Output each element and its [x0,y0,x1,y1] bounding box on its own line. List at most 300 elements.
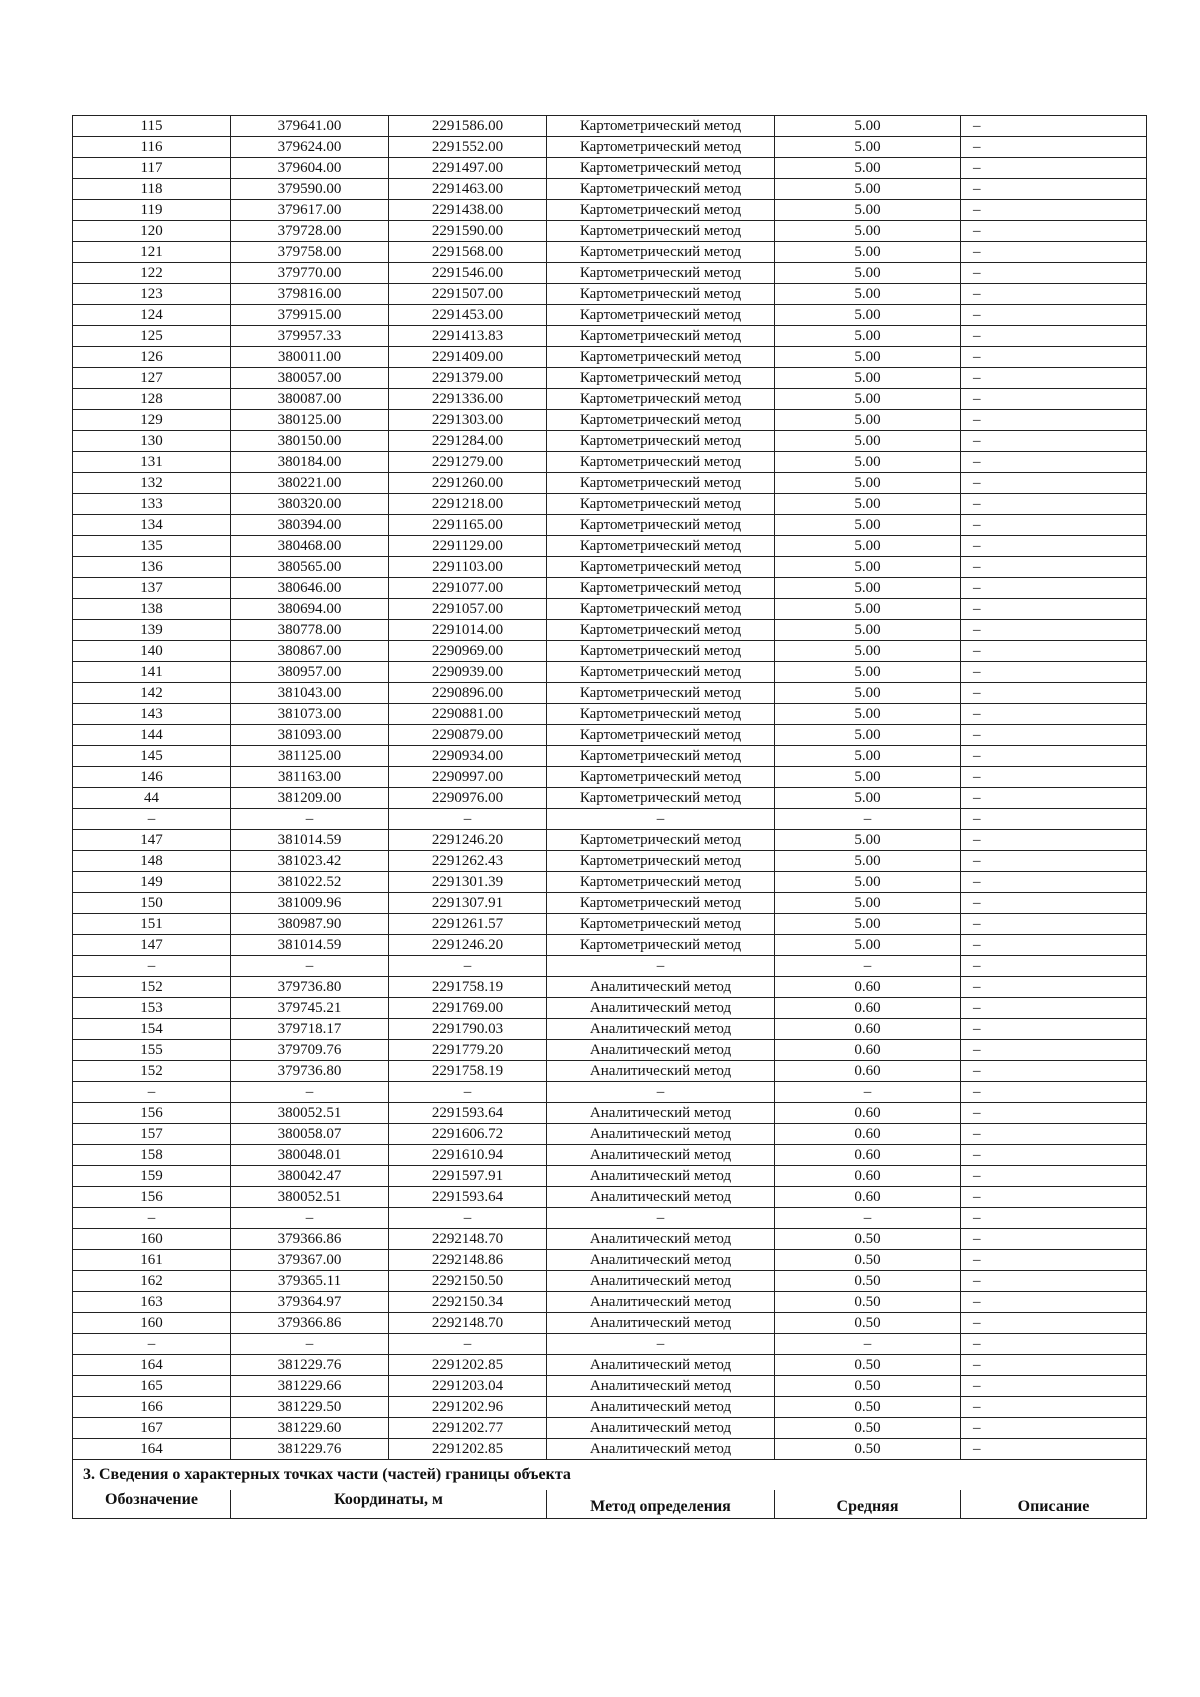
x-coordinate-cell: – [231,956,389,977]
accuracy-cell: 5.00 [775,620,961,641]
y-coordinate-cell: 2290997.00 [389,767,547,788]
x-coordinate-cell: 380150.00 [231,431,389,452]
accuracy-cell: 0.50 [775,1439,961,1460]
accuracy-cell: 0.60 [775,1040,961,1061]
x-coordinate-cell: 381229.60 [231,1418,389,1439]
table-row [73,179,1147,200]
y-coordinate-cell: 2290969.00 [389,641,547,662]
table-row [73,1271,1147,1292]
accuracy-cell: 5.00 [775,494,961,515]
accuracy-cell: 5.00 [775,725,961,746]
accuracy-cell: 0.50 [775,1376,961,1397]
x-coordinate-cell: 381014.59 [231,935,389,956]
y-coordinate-cell: 2291463.00 [389,179,547,200]
y-coordinate-cell: 2291202.77 [389,1418,547,1439]
x-coordinate-cell: 379366.86 [231,1229,389,1250]
point-number-cell: 147 [73,830,231,851]
description-cell: – [961,725,1147,746]
point-number-cell: 164 [73,1355,231,1376]
y-coordinate-cell: – [389,956,547,977]
table-row [73,893,1147,914]
table-row [73,1397,1147,1418]
accuracy-cell: 5.00 [775,893,961,914]
accuracy-cell: 5.00 [775,788,961,809]
description-cell: – [961,956,1147,977]
description-cell: – [961,158,1147,179]
document-page [72,115,1146,1519]
method-cell: Картометрический метод [547,137,775,158]
table-row [73,347,1147,368]
accuracy-cell: 5.00 [775,473,961,494]
point-number-cell: 162 [73,1271,231,1292]
x-coordinate-cell: 379718.17 [231,1019,389,1040]
header-method: Метод определения [547,1490,775,1519]
y-coordinate-cell: 2291307.91 [389,893,547,914]
point-number-cell: 120 [73,221,231,242]
x-coordinate-cell: 379366.86 [231,1313,389,1334]
table-row [73,305,1147,326]
point-number-cell: 159 [73,1166,231,1187]
table-row [73,998,1147,1019]
description-cell: – [961,872,1147,893]
accuracy-cell: 5.00 [775,347,961,368]
table-row [73,494,1147,515]
x-coordinate-cell: 379728.00 [231,221,389,242]
table-row [73,284,1147,305]
description-cell: – [961,1292,1147,1313]
y-coordinate-cell: 2291758.19 [389,1061,547,1082]
accuracy-cell: 5.00 [775,221,961,242]
table-row [73,599,1147,620]
point-number-cell: 154 [73,1019,231,1040]
method-cell: Картометрический метод [547,662,775,683]
point-number-cell: – [73,809,231,830]
y-coordinate-cell: 2291409.00 [389,347,547,368]
method-cell: Картометрический метод [547,914,775,935]
point-number-cell: 156 [73,1103,231,1124]
accuracy-cell: – [775,809,961,830]
point-number-cell: 145 [73,746,231,767]
accuracy-cell: 5.00 [775,452,961,473]
y-coordinate-cell: 2291779.20 [389,1040,547,1061]
description-cell: – [961,809,1147,830]
point-number-cell: 135 [73,536,231,557]
accuracy-cell: 5.00 [775,557,961,578]
table-row [73,704,1147,725]
table-row [73,1313,1147,1334]
table-row [73,1418,1147,1439]
description-cell: – [961,1166,1147,1187]
description-cell: – [961,1208,1147,1229]
x-coordinate-cell: 381043.00 [231,683,389,704]
accuracy-cell: 0.50 [775,1292,961,1313]
point-number-cell: 133 [73,494,231,515]
point-number-cell: 132 [73,473,231,494]
description-cell: – [961,893,1147,914]
point-number-cell: 161 [73,1250,231,1271]
table-row [73,914,1147,935]
x-coordinate-cell: 381229.66 [231,1376,389,1397]
x-coordinate-cell: 380694.00 [231,599,389,620]
method-cell: – [547,809,775,830]
description-cell: – [961,1334,1147,1355]
method-cell: Картометрический метод [547,158,775,179]
point-number-cell: 119 [73,200,231,221]
accuracy-cell: 5.00 [775,872,961,893]
table-row [73,1040,1147,1061]
description-cell: – [961,599,1147,620]
x-coordinate-cell: 379709.76 [231,1040,389,1061]
method-cell: Аналитический метод [547,1397,775,1418]
method-cell: Аналитический метод [547,998,775,1019]
table-body [73,116,1147,1460]
method-cell: Аналитический метод [547,1250,775,1271]
table-row [73,788,1147,809]
method-cell: – [547,1334,775,1355]
x-coordinate-cell: 379736.80 [231,1061,389,1082]
x-coordinate-cell: 380320.00 [231,494,389,515]
description-cell: – [961,1355,1147,1376]
table-row [73,389,1147,410]
table-row [73,1376,1147,1397]
description-cell: – [961,767,1147,788]
accuracy-cell: 0.50 [775,1397,961,1418]
table-row [73,221,1147,242]
accuracy-cell: – [775,956,961,977]
x-coordinate-cell: – [231,1334,389,1355]
description-cell: – [961,1040,1147,1061]
description-cell: – [961,536,1147,557]
table-row [73,1229,1147,1250]
table-row [73,767,1147,788]
x-coordinate-cell: 379816.00 [231,284,389,305]
x-coordinate-cell: 379915.00 [231,305,389,326]
method-cell: Аналитический метод [547,977,775,998]
point-number-cell: 164 [73,1439,231,1460]
header-coordinates: Координаты, м [231,1490,547,1519]
description-cell: – [961,641,1147,662]
description-cell: – [961,137,1147,158]
method-cell: Картометрический метод [547,788,775,809]
table-row [73,872,1147,893]
x-coordinate-cell: – [231,1082,389,1103]
description-cell: – [961,347,1147,368]
y-coordinate-cell: 2291129.00 [389,536,547,557]
x-coordinate-cell: 381125.00 [231,746,389,767]
method-cell: Картометрический метод [547,179,775,200]
method-cell: Картометрический метод [547,872,775,893]
x-coordinate-cell: 381229.50 [231,1397,389,1418]
y-coordinate-cell: 2291202.85 [389,1355,547,1376]
accuracy-cell: 5.00 [775,536,961,557]
y-coordinate-cell: 2291610.94 [389,1145,547,1166]
accuracy-cell: 5.00 [775,767,961,788]
table-row [73,326,1147,347]
description-cell: – [961,452,1147,473]
x-coordinate-cell: 380646.00 [231,578,389,599]
description-cell: – [961,1250,1147,1271]
description-cell: – [961,1061,1147,1082]
y-coordinate-cell: 2290939.00 [389,662,547,683]
description-cell: – [961,977,1147,998]
point-number-cell: 156 [73,1187,231,1208]
point-number-cell: 115 [73,116,231,137]
x-coordinate-cell: – [231,1208,389,1229]
y-coordinate-cell: 2291077.00 [389,578,547,599]
x-coordinate-cell: 380957.00 [231,662,389,683]
description-cell: – [961,662,1147,683]
method-cell: Аналитический метод [547,1229,775,1250]
x-coordinate-cell: 379365.11 [231,1271,389,1292]
y-coordinate-cell: 2291453.00 [389,305,547,326]
x-coordinate-cell: 380778.00 [231,620,389,641]
point-number-cell: 121 [73,242,231,263]
y-coordinate-cell: 2291303.00 [389,410,547,431]
y-coordinate-cell: 2291057.00 [389,599,547,620]
y-coordinate-cell: – [389,1334,547,1355]
description-cell: – [961,1145,1147,1166]
description-cell: – [961,998,1147,1019]
y-coordinate-cell: 2291438.00 [389,200,547,221]
accuracy-cell: 0.50 [775,1229,961,1250]
table-row [73,1292,1147,1313]
header-description: Описание [961,1490,1147,1519]
x-coordinate-cell: 379758.00 [231,242,389,263]
accuracy-cell: 5.00 [775,515,961,536]
table-row [73,1103,1147,1124]
point-number-cell: 152 [73,1061,231,1082]
x-coordinate-cell: 381229.76 [231,1439,389,1460]
point-number-cell: 149 [73,872,231,893]
method-cell: Картометрический метод [547,704,775,725]
x-coordinate-cell: 381022.52 [231,872,389,893]
description-cell: – [961,704,1147,725]
point-number-cell: 163 [73,1292,231,1313]
table-row [73,1124,1147,1145]
method-cell: Картометрический метод [547,851,775,872]
accuracy-cell: 5.00 [775,641,961,662]
point-number-cell: 122 [73,263,231,284]
table-row [73,452,1147,473]
x-coordinate-cell: 379367.00 [231,1250,389,1271]
point-number-cell: 166 [73,1397,231,1418]
method-cell: Картометрический метод [547,683,775,704]
x-coordinate-cell: 380394.00 [231,515,389,536]
method-cell: Аналитический метод [547,1292,775,1313]
method-cell: Картометрический метод [547,284,775,305]
y-coordinate-cell: 2291769.00 [389,998,547,1019]
point-number-cell: 139 [73,620,231,641]
description-cell: – [961,683,1147,704]
description-cell: – [961,830,1147,851]
description-cell: – [961,263,1147,284]
accuracy-cell: 0.60 [775,1103,961,1124]
x-coordinate-cell: 381014.59 [231,830,389,851]
table-row [73,1439,1147,1460]
y-coordinate-cell: – [389,1082,547,1103]
accuracy-cell: 5.00 [775,284,961,305]
accuracy-cell: 5.00 [775,368,961,389]
table-row [73,200,1147,221]
method-cell: Картометрический метод [547,452,775,473]
description-cell: – [961,284,1147,305]
description-cell: – [961,242,1147,263]
header-average: Средняя [775,1490,961,1519]
x-coordinate-cell: 380011.00 [231,347,389,368]
x-coordinate-cell: 380468.00 [231,536,389,557]
accuracy-cell: 5.00 [775,326,961,347]
x-coordinate-cell: 381093.00 [231,725,389,746]
table-row [73,620,1147,641]
point-number-cell: 141 [73,662,231,683]
point-number-cell: 160 [73,1313,231,1334]
table-row [73,158,1147,179]
point-number-cell: 152 [73,977,231,998]
point-number-cell: 158 [73,1145,231,1166]
method-cell: Картометрический метод [547,746,775,767]
accuracy-cell: 5.00 [775,137,961,158]
table-row [73,725,1147,746]
table-row [73,431,1147,452]
header-designation: Обозначение [73,1490,231,1519]
point-number-cell: 142 [73,683,231,704]
y-coordinate-cell: 2291260.00 [389,473,547,494]
x-coordinate-cell: 381163.00 [231,767,389,788]
y-coordinate-cell: 2292148.70 [389,1313,547,1334]
method-cell: Аналитический метод [547,1355,775,1376]
point-number-cell: 150 [73,893,231,914]
point-number-cell: 134 [73,515,231,536]
table-row [73,1187,1147,1208]
accuracy-cell: 5.00 [775,578,961,599]
x-coordinate-cell: 379745.21 [231,998,389,1019]
point-number-cell: 130 [73,431,231,452]
point-number-cell: 146 [73,767,231,788]
description-cell: – [961,410,1147,431]
y-coordinate-cell: 2291336.00 [389,389,547,410]
description-cell: – [961,221,1147,242]
table-row [73,557,1147,578]
accuracy-cell: 0.50 [775,1355,961,1376]
description-cell: – [961,1271,1147,1292]
description-cell: – [961,1103,1147,1124]
accuracy-cell: 5.00 [775,305,961,326]
table-row [73,851,1147,872]
method-cell: Картометрический метод [547,557,775,578]
method-cell: Картометрический метод [547,242,775,263]
method-cell: – [547,956,775,977]
table-row [73,1208,1147,1229]
y-coordinate-cell: 2291246.20 [389,830,547,851]
method-cell: Картометрический метод [547,473,775,494]
x-coordinate-cell: 380087.00 [231,389,389,410]
x-coordinate-cell: 380221.00 [231,473,389,494]
table-row [73,410,1147,431]
y-coordinate-cell: 2290881.00 [389,704,547,725]
method-cell: Картометрический метод [547,305,775,326]
point-number-cell: 144 [73,725,231,746]
method-cell: Картометрический метод [547,599,775,620]
description-cell: – [961,1418,1147,1439]
accuracy-cell: 5.00 [775,179,961,200]
y-coordinate-cell: 2291497.00 [389,158,547,179]
method-cell: Картометрический метод [547,494,775,515]
x-coordinate-cell: 379641.00 [231,116,389,137]
method-cell: Аналитический метод [547,1439,775,1460]
y-coordinate-cell: 2291301.39 [389,872,547,893]
accuracy-cell: 0.50 [775,1250,961,1271]
point-number-cell: 137 [73,578,231,599]
y-coordinate-cell: 2291546.00 [389,263,547,284]
accuracy-cell: 0.60 [775,977,961,998]
x-coordinate-cell: 379364.97 [231,1292,389,1313]
accuracy-cell: 5.00 [775,683,961,704]
method-cell: Аналитический метод [547,1418,775,1439]
y-coordinate-cell: 2292148.70 [389,1229,547,1250]
table-row [73,578,1147,599]
x-coordinate-cell: 379957.33 [231,326,389,347]
coordinates-table [72,115,1147,1519]
method-cell: Картометрический метод [547,410,775,431]
method-cell: Аналитический метод [547,1145,775,1166]
point-number-cell: 160 [73,1229,231,1250]
accuracy-cell: 5.00 [775,158,961,179]
x-coordinate-cell: 380057.00 [231,368,389,389]
y-coordinate-cell: 2290896.00 [389,683,547,704]
x-coordinate-cell: 379604.00 [231,158,389,179]
point-number-cell: 167 [73,1418,231,1439]
accuracy-cell: 5.00 [775,662,961,683]
point-number-cell: 157 [73,1124,231,1145]
method-cell: Аналитический метод [547,1103,775,1124]
x-coordinate-cell: 381023.42 [231,851,389,872]
description-cell: – [961,200,1147,221]
description-cell: – [961,620,1147,641]
y-coordinate-cell: 2291593.64 [389,1187,547,1208]
description-cell: – [961,494,1147,515]
method-cell: Аналитический метод [547,1313,775,1334]
y-coordinate-cell: 2291165.00 [389,515,547,536]
x-coordinate-cell: 380048.01 [231,1145,389,1166]
accuracy-cell: 5.00 [775,599,961,620]
point-number-cell: 44 [73,788,231,809]
method-cell: Картометрический метод [547,620,775,641]
accuracy-cell: 5.00 [775,914,961,935]
table-row [73,1250,1147,1271]
y-coordinate-cell: – [389,809,547,830]
x-coordinate-cell: 380125.00 [231,410,389,431]
y-coordinate-cell: 2291246.20 [389,935,547,956]
accuracy-cell: 0.50 [775,1271,961,1292]
accuracy-cell: – [775,1208,961,1229]
table-row [73,935,1147,956]
x-coordinate-cell: 380184.00 [231,452,389,473]
method-cell: Картометрический метод [547,368,775,389]
x-coordinate-cell: 381073.00 [231,704,389,725]
description-cell: – [961,1439,1147,1460]
accuracy-cell: – [775,1082,961,1103]
y-coordinate-cell: 2291758.19 [389,977,547,998]
accuracy-cell: 5.00 [775,830,961,851]
method-cell: Картометрический метод [547,389,775,410]
method-cell: Аналитический метод [547,1124,775,1145]
x-coordinate-cell: – [231,809,389,830]
table-row [73,242,1147,263]
description-cell: – [961,431,1147,452]
accuracy-cell: 5.00 [775,746,961,767]
y-coordinate-cell: 2290934.00 [389,746,547,767]
x-coordinate-cell: 380987.90 [231,914,389,935]
